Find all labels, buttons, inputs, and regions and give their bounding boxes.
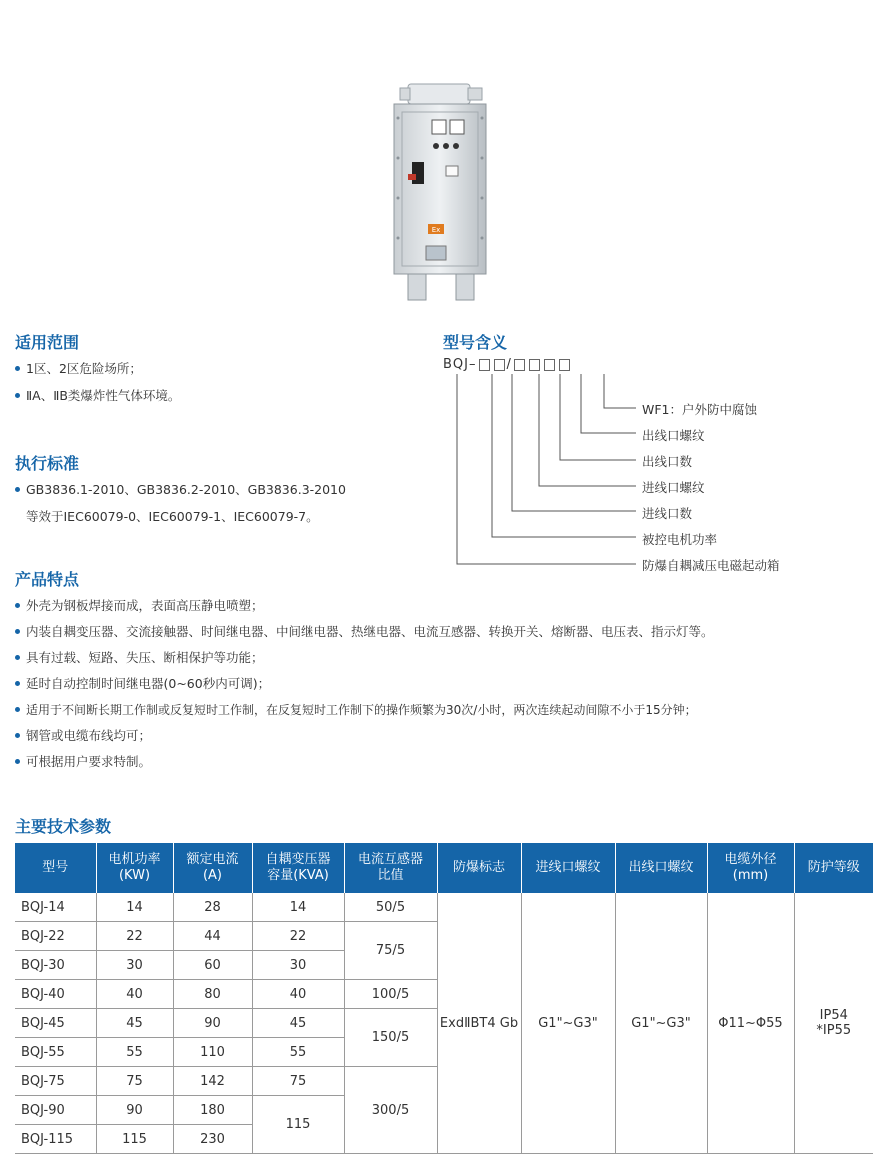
cell-power: 14 (96, 893, 173, 922)
cell-model: BQJ-75 (15, 1067, 96, 1096)
model-label: 进线口螺纹 (642, 480, 705, 495)
bullet-icon (15, 707, 20, 712)
cell-power: 115 (96, 1125, 173, 1154)
product-image (380, 78, 500, 308)
standards-line-equivalent: 等效于IEC60079-0、IEC60079-1、IEC60079-7。 (26, 509, 319, 524)
model-code: BQJ– / (443, 357, 572, 372)
cell-current: 230 (173, 1125, 252, 1154)
col-header-kva: 自耦变压器 容量(KVA) (252, 843, 344, 893)
bullet-icon (15, 603, 20, 608)
cell-kva: 40 (252, 980, 344, 1009)
cell-current: 110 (173, 1038, 252, 1067)
bullet-icon (15, 393, 20, 398)
model-meaning-connector-lines (440, 370, 640, 570)
col-header-current: 额定电流 (A) (173, 843, 252, 893)
cell-model: BQJ-90 (15, 1096, 96, 1125)
cell-current: 60 (173, 951, 252, 980)
col-header-cable-dia: 电缆外径 (mm) (707, 843, 794, 893)
cell-kva: 115 (252, 1096, 344, 1154)
cell-ct-ratio: 150/5 (344, 1009, 437, 1067)
col-header-ex-mark: 防爆标志 (437, 843, 521, 893)
model-label: WF1：户外防中腐蚀 (642, 402, 758, 417)
cell-power: 30 (96, 951, 173, 980)
cell-model: BQJ-14 (15, 893, 96, 922)
col-header-outlet-thread: 出线口螺纹 (615, 843, 707, 893)
cell-current: 28 (173, 893, 252, 922)
cell-ct-ratio: 300/5 (344, 1067, 437, 1154)
cell-ct-ratio: 100/5 (344, 980, 437, 1009)
model-label: 被控电机功率 (642, 532, 718, 547)
table-header-row (15, 843, 873, 893)
cell-model: BQJ-55 (15, 1038, 96, 1067)
cell-kva: 22 (252, 922, 344, 951)
feature-item: 延时自动控制时间继电器(0~60秒内可调)； (15, 677, 270, 691)
model-label: 进线口数 (642, 506, 693, 521)
model-meaning-heading: 型号含义 (443, 333, 508, 352)
code-box (559, 359, 570, 371)
bullet-icon (15, 759, 20, 764)
feature-item: 适用于不间断长期工作制或反复短时工作制，在反复短时工作制下的操作频繁为30次/小时，两次连续起动间隙不小于15分钟； (15, 703, 697, 717)
cell-kva: 45 (252, 1009, 344, 1038)
feature-item: 内装自耦变压器、交流接触器、时间继电器、中间继电器、热继电器、电流互感器、转换开关、熔断器、电压表、指示灯等。 (15, 625, 714, 639)
cell-kva: 55 (252, 1038, 344, 1067)
standards-line: GB3836.1-2010、GB3836.2-2010、GB3836.3-2010 (15, 483, 346, 497)
cell-current: 90 (173, 1009, 252, 1038)
cell-model: BQJ-115 (15, 1125, 96, 1154)
cell-power: 45 (96, 1009, 173, 1038)
cell-outlet-thread: G1"~G3" (615, 893, 707, 1154)
bullet-icon (15, 681, 20, 686)
bullet-icon (15, 629, 20, 634)
cell-model: BQJ-45 (15, 1009, 96, 1038)
cell-current: 142 (173, 1067, 252, 1096)
features-heading: 产品特点 (15, 570, 80, 589)
code-box (529, 359, 540, 371)
cell-ct-ratio: 75/5 (344, 922, 437, 980)
cell-current: 180 (173, 1096, 252, 1125)
scope-item: 1区、2区危险场所； (15, 362, 142, 376)
code-box (479, 359, 490, 371)
bullet-icon (15, 487, 20, 492)
col-header-model: 型号 (15, 843, 96, 893)
cell-power: 90 (96, 1096, 173, 1125)
cell-power: 75 (96, 1067, 173, 1096)
col-header-power: 电机功率 (KW) (96, 843, 173, 893)
bullet-icon (15, 655, 20, 660)
cell-ct-ratio: 50/5 (344, 893, 437, 922)
cell-power: 40 (96, 980, 173, 1009)
cell-kva: 75 (252, 1067, 344, 1096)
table-row (15, 893, 873, 922)
cell-inlet-thread: G1"~G3" (521, 893, 615, 1154)
cell-current: 44 (173, 922, 252, 951)
cell-power: 22 (96, 922, 173, 951)
code-box (494, 359, 505, 371)
feature-item: 钢管或电缆布线均可； (15, 729, 151, 743)
bullet-icon (15, 733, 20, 738)
model-label: 防爆自耦减压电磁起动箱 (642, 558, 780, 573)
specs-heading: 主要技术参数 (15, 817, 112, 836)
svg-text:Ex: Ex (431, 226, 441, 234)
cell-current: 80 (173, 980, 252, 1009)
col-header-inlet-thread: 进线口螺纹 (521, 843, 615, 893)
col-header-protection: 防护等级 (794, 843, 873, 893)
cell-ex-mark: ExdⅡBT4 Gb (437, 893, 521, 1154)
standards-heading: 执行标准 (15, 454, 80, 473)
specs-table (15, 843, 873, 1154)
feature-item: 可根据用户要求特制。 (15, 755, 151, 769)
cell-kva: 14 (252, 893, 344, 922)
bullet-icon (15, 366, 20, 371)
explosion-proof-cabinet-illustration (380, 78, 500, 308)
scope-heading: 适用范围 (15, 333, 80, 352)
cell-power: 55 (96, 1038, 173, 1067)
code-box (514, 359, 525, 371)
cell-model: BQJ-22 (15, 922, 96, 951)
cell-protection: IP54 *IP55 (794, 893, 873, 1154)
code-box (544, 359, 555, 371)
feature-item: 外壳为钢板焊接而成，表面高压静电喷塑； (15, 599, 264, 613)
model-label: 出线口螺纹 (642, 428, 705, 443)
cell-model: BQJ-30 (15, 951, 96, 980)
cell-cable-dia: Φ11~Φ55 (707, 893, 794, 1154)
col-header-ct-ratio: 电流互感器 比值 (344, 843, 437, 893)
cell-kva: 30 (252, 951, 344, 980)
feature-item: 具有过载、短路、失压、断相保护等功能； (15, 651, 264, 665)
model-label: 出线口数 (642, 454, 693, 469)
cell-model: BQJ-40 (15, 980, 96, 1009)
scope-item: ⅡA、ⅡB类爆炸性气体环境。 (15, 389, 180, 403)
